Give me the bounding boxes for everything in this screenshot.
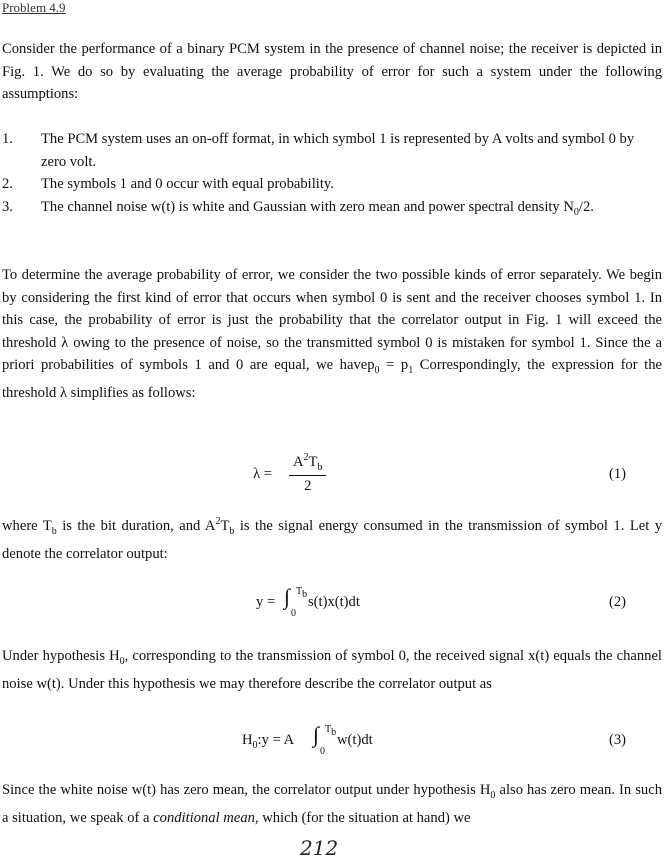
subscript: 0 xyxy=(119,655,125,667)
subscript: 0 xyxy=(573,206,579,218)
eq2-lhs: y = xyxy=(256,594,276,610)
subscript: 0 xyxy=(490,789,496,801)
subscript: b xyxy=(302,589,308,600)
text-part: Since the white noise w(t) has zero mean, the correlator output under hypothesis H xyxy=(2,782,491,798)
eq2-label: (2) xyxy=(608,594,626,610)
integral-lower-limit: 0 xyxy=(320,746,325,757)
error-paragraph xyxy=(2,264,662,405)
intro-paragraph xyxy=(2,38,662,106)
superscript: 2 xyxy=(303,452,309,463)
integral-sign: ∫ xyxy=(284,584,291,609)
assumption-item xyxy=(2,173,662,196)
error-text xyxy=(2,264,662,405)
error-text-tail: Correspondingly, the expression for the threshold λ simplifies as follows: xyxy=(2,357,662,402)
subscript: b xyxy=(51,525,57,537)
assumption-list xyxy=(2,128,662,224)
assumption-item xyxy=(2,196,662,224)
assumption-item xyxy=(2,128,662,173)
equation-3 xyxy=(0,722,668,762)
text-part: where T xyxy=(2,517,52,534)
subscript: b xyxy=(317,461,323,473)
subscript: 0 xyxy=(252,739,258,751)
eq3-h: H xyxy=(242,732,253,748)
eq1-fraction xyxy=(289,452,326,495)
eq1-denominator: 2 xyxy=(304,477,312,494)
subscript: b xyxy=(229,525,235,537)
bit-duration-paragraph xyxy=(2,511,662,566)
conditional-mean-paragraph xyxy=(2,779,662,830)
inline-math-p1: = p xyxy=(379,357,409,373)
subscript: b xyxy=(331,727,337,738)
eq2-body: s(t)x(t)dt xyxy=(308,594,360,610)
eq3-body: w(t)dt xyxy=(337,732,373,748)
assumption-number: 2. xyxy=(2,176,13,192)
equation-2 xyxy=(0,584,668,624)
intro-text: Consider the performance of a binary PCM system in the presence of channel noise; the receiver is depicted in Fig. 1. We do so by evaluating the average probability of error for such a system under the following assumptions: xyxy=(2,41,662,102)
subscript: 1 xyxy=(408,364,414,376)
eq3-lhs-text: :y = A xyxy=(257,732,295,748)
bit-duration-text xyxy=(2,511,662,566)
text-part: also has zero mean. In such a situation, we speak of a xyxy=(2,782,663,827)
upper-t: T xyxy=(296,586,303,597)
conditional-mean-text xyxy=(2,779,662,830)
eq1-numerator xyxy=(289,452,326,476)
text-part: Under hypothesis H xyxy=(2,648,120,664)
assumption-number: 1. xyxy=(2,131,13,147)
hypothesis-text xyxy=(2,645,662,696)
eq3-label: (3) xyxy=(608,732,626,748)
superscript: 2 xyxy=(215,516,221,527)
text-part: is the signal energy consumed in the transmission of symbol 1. Let y denote the correlator output: xyxy=(2,517,663,563)
eq1-lhs: λ = xyxy=(253,466,272,482)
problem-heading: Problem 4.9 xyxy=(2,0,66,15)
text-part: , corresponding to the transmission of symbol 0, the received signal x(t) equals the channel noise w(t). Under this hypothesis we may therefore describe the correlator output as xyxy=(2,648,662,693)
eq1-label: (1) xyxy=(608,466,626,482)
eq3-lhs xyxy=(242,732,294,751)
inline-math-p0: p xyxy=(367,357,375,373)
equation-1 xyxy=(0,452,668,502)
assumption-text: The PCM system uses an on-off format, in which symbol 1 is represented by A volts and symbol 0 by zero volt. xyxy=(41,131,635,170)
subscript: 0 xyxy=(374,364,380,376)
text-part: is the bit duration, and A xyxy=(56,517,216,534)
page-number: 212 xyxy=(300,836,339,860)
integral-lower-limit: 0 xyxy=(291,608,296,619)
text-part: T xyxy=(220,517,230,534)
assumption-number: 3. xyxy=(2,198,13,215)
integral-sign: ∫ xyxy=(313,722,320,747)
text-part: , which (for the situation at hand) we xyxy=(254,810,471,827)
assumption-text: The symbols 1 and 0 occur with equal probability. xyxy=(41,176,334,192)
assumption-text-tail: /2. xyxy=(578,198,594,215)
assumption-text: The channel noise w(t) is white and Gaussian with zero mean and power spectral density N xyxy=(41,198,574,215)
hypothesis-paragraph xyxy=(2,645,662,696)
upper-t: T xyxy=(325,724,332,735)
eq1-num-a: A xyxy=(293,453,304,470)
integral-upper-limit xyxy=(325,724,336,738)
error-text-main: To determine the average probability of error, we consider the two possible kinds of error separately. We begin by considering the first kind of error that occurs when symbol 0 is sent and the receiver chooses symbol 1. In this case, the probability of error is just the probability that the correlator output in Fig. 1 will exceed the threshold λ owing to the presence of noise, so the transmitted symbol 0 is mistaken for symbol 1. Since the a priori probabilities of symbols 1 and 0 are equal, we have xyxy=(2,267,662,373)
eq1-num-t: T xyxy=(308,453,318,470)
integral-upper-limit xyxy=(296,586,307,600)
emphasis: conditional mean xyxy=(153,810,255,827)
